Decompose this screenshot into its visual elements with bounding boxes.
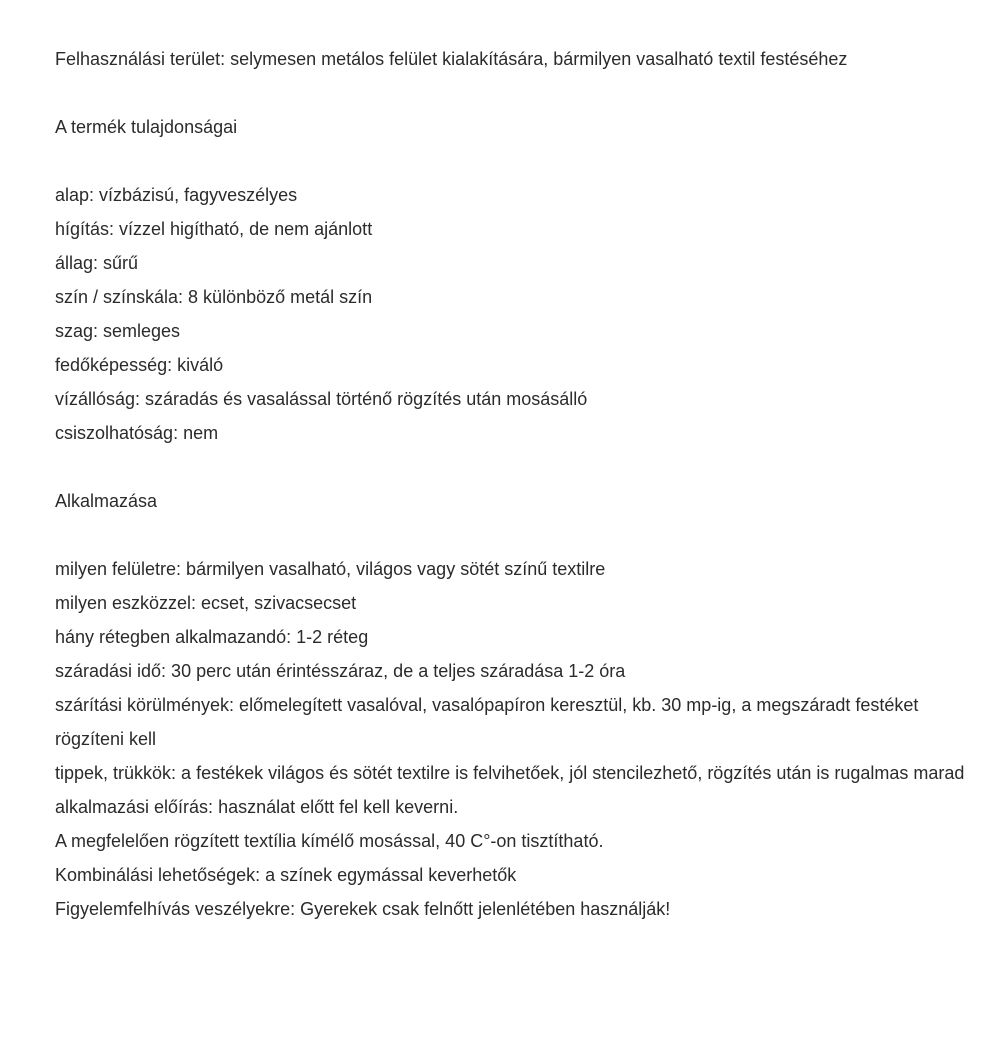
application-drying-time: száradási idő: 30 perc után érintésszáraz, de a teljes száradása 1-2 óra bbox=[55, 661, 626, 681]
property-dilution: hígítás: vízzel higítható, de nem ajánlott bbox=[55, 219, 373, 239]
application-layers: hány rétegben alkalmazandó: 1-2 réteg bbox=[55, 627, 369, 647]
property-coverage: fedőképesség: kiváló bbox=[55, 355, 224, 375]
application-tools: milyen eszközzel: ecset, szivacsecset bbox=[55, 593, 357, 613]
spacer bbox=[55, 450, 980, 484]
spacer bbox=[55, 76, 980, 110]
property-color-range: szín / színskála: 8 különböző metál szín bbox=[55, 287, 373, 307]
property-sandability: csiszolhatóság: nem bbox=[55, 423, 219, 443]
application-instructions: alkalmazási előírás: használat előtt fel kell keverni. bbox=[55, 797, 459, 817]
application-heading: Alkalmazása bbox=[55, 491, 158, 511]
application-washing: A megfelelően rögzített textília kímélő mosással, 40 C°-on tisztítható. bbox=[55, 831, 604, 851]
application-drying-conditions: szárítási körülmények: előmelegített vasalóval, vasalópapíron keresztül, kb. 30 mp-ig, a megszáradt festéket rögzíteni kell bbox=[55, 695, 919, 749]
spacer bbox=[55, 144, 980, 178]
property-water-resistance: vízállóság: száradás és vasalással történő rögzítés után mosásálló bbox=[55, 389, 588, 409]
property-consistency: állag: sűrű bbox=[55, 253, 139, 273]
spacer bbox=[55, 518, 980, 552]
properties-heading: A termék tulajdonságai bbox=[55, 117, 238, 137]
application-combinations: Kombinálási lehetőségek: a színek egymással keverhetők bbox=[55, 865, 517, 885]
product-description-document bbox=[0, 42, 1000, 1041]
application-warning: Figyelemfelhívás veszélyekre: Gyerekek csak felnőtt jelenlétében használják! bbox=[55, 899, 671, 919]
property-smell: szag: semleges bbox=[55, 321, 181, 341]
property-base: alap: vízbázisú, fagyveszélyes bbox=[55, 185, 298, 205]
application-list bbox=[55, 552, 980, 926]
properties-list bbox=[55, 178, 980, 450]
application-surface: milyen felületre: bármilyen vasalható, világos vagy sötét színű textilre bbox=[55, 559, 606, 579]
application-tips: tippek, trükkök: a festékek világos és sötét textilre is felvihetőek, jól stencilezhető, rögzítés után is rugalmas marad bbox=[55, 763, 965, 783]
usage-area-text: Felhasználási terület: selymesen metálos felület kialakítására, bármilyen vasalható textil festéséhez bbox=[55, 49, 848, 69]
